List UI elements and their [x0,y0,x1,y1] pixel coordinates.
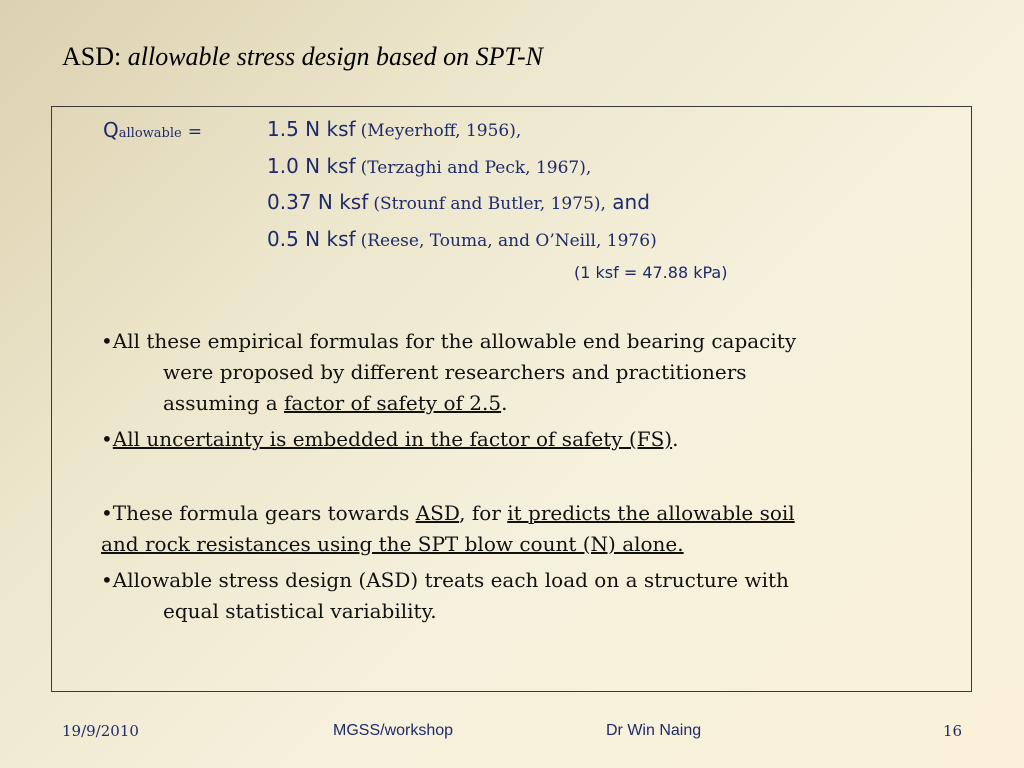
formula-suffix: and [605,190,650,214]
underlined-text: All uncertainty is embedded in the factor of safety (FS) [112,427,673,451]
unit-conversion-note: (1 ksf = 47.88 kPa) [574,263,728,282]
formula-line-1 [267,117,521,141]
formula-value: 0.5 N ksf [267,227,356,251]
bullet-dot: • [101,427,113,451]
footer-page-number: 16 [943,722,963,740]
text-run: , for [459,501,508,525]
title-prefix: ASD: [62,42,128,71]
q-subscript: allowable [118,126,182,141]
bullet-asd-gears [101,498,951,560]
text-run: . [501,391,508,415]
slide-title [62,42,543,72]
formula-reference: (Meyerhoff, 1956), [360,121,522,141]
formula-value: 1.5 N ksf [267,117,356,141]
text-run: assuming a [163,391,285,415]
footer-date: 19/9/2010 [62,722,139,740]
footer-workshop: MGSS/workshop [333,722,454,739]
formula-line-2 [267,154,591,178]
underlined-text: and rock resistances using the SPT blow count (N) alone. [101,532,684,556]
equals-sign: = [187,122,202,142]
bullet-uncertainty [101,424,951,455]
formula-reference: (Strounf and Butler, 1975), [373,194,606,214]
formula-reference: (Reese, Touma, and O’Neill, 1976) [360,231,657,251]
bullet-empirical-formulas [101,326,951,419]
q-allowable-label [103,118,202,142]
bullet-text: •Allowable stress design (ASD) treats each load on a structure with [101,568,789,592]
text-run: . [672,427,679,451]
footer-author: Dr Win Naing [606,722,702,739]
underlined-text: it predicts the allowable soil [507,501,795,525]
title-italic: allowable stress design based on SPT-N [127,42,544,71]
formula-reference: (Terzaghi and Peck, 1967), [360,158,592,178]
formula-value: 1.0 N ksf [267,154,356,178]
bullet-asd-definition [101,565,951,627]
underlined-text: ASD [415,501,460,525]
formula-line-3 [267,190,650,214]
text-run: •These formula gears towards [101,501,416,525]
formula-value: 0.37 N ksf [267,190,369,214]
formula-line-4 [267,227,657,251]
bullet-text [101,388,951,419]
bullet-text: were proposed by different researchers and practitioners [163,360,747,384]
underlined-text: factor of safety of 2.5 [284,391,502,415]
bullet-text: equal statistical variability. [163,599,437,623]
q-symbol: Q [103,118,119,142]
bullet-text: •All these empirical formulas for the allowable end bearing capacity [101,329,797,353]
